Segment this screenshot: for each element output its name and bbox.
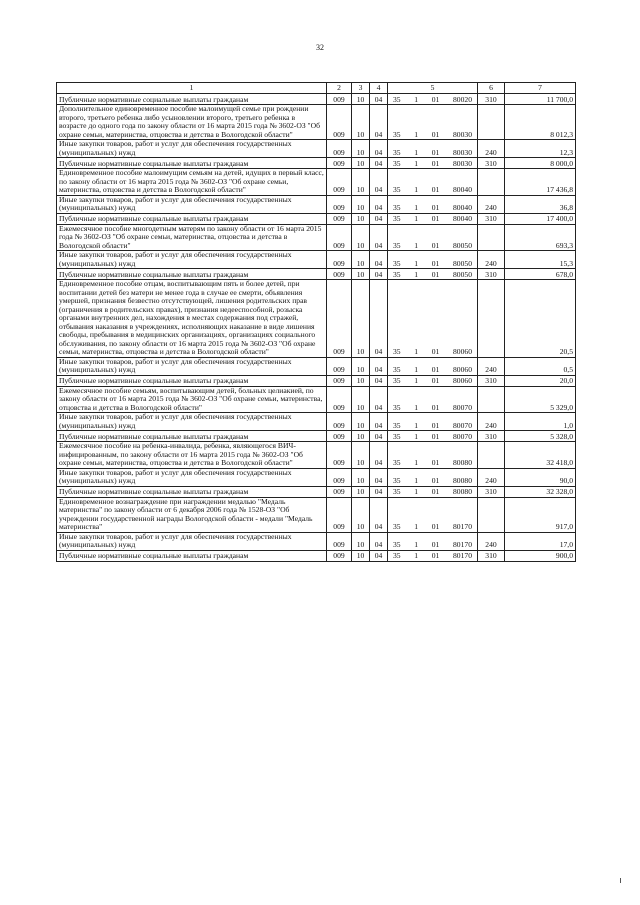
row-pr-code: 04 bbox=[370, 532, 388, 550]
target-event: 01 bbox=[431, 402, 440, 412]
target-direction: 80060 bbox=[453, 365, 472, 374]
row-target-code bbox=[388, 251, 478, 269]
target-subprogram: 1 bbox=[414, 402, 419, 412]
table-row bbox=[57, 158, 576, 169]
target-program: 35 bbox=[393, 487, 401, 496]
target-program: 35 bbox=[393, 551, 401, 560]
table-header bbox=[57, 83, 576, 94]
target-event: 01 bbox=[431, 347, 440, 356]
row-gr-code: 009 bbox=[327, 357, 352, 375]
table-row bbox=[57, 280, 576, 358]
target-program: 35 bbox=[393, 240, 401, 250]
row-target-code bbox=[388, 413, 478, 431]
table-row bbox=[57, 375, 576, 386]
row-name: Ежемесячное пособие семьям, воспитывающим детей, больных целиакией, по закону области от 16 марта 2015 года № 3602-ОЗ "Об охране семьи, материнства, отцовства и детства в Вологодской области" bbox=[57, 386, 327, 413]
table-row bbox=[57, 224, 576, 251]
target-event: 01 bbox=[431, 94, 440, 104]
table-row bbox=[57, 195, 576, 213]
row-amount: 11 700,0 bbox=[505, 94, 576, 105]
target-event: 01 bbox=[431, 158, 440, 168]
target-program: 35 bbox=[393, 129, 401, 139]
table-body bbox=[57, 94, 576, 562]
row-name: Иные закупки товаров, работ и услуг для обеспечения государственных (муниципальных) нужд bbox=[57, 468, 327, 486]
target-subprogram: 1 bbox=[414, 487, 419, 496]
row-target-code bbox=[388, 195, 478, 213]
target-subprogram: 1 bbox=[414, 420, 419, 430]
target-subprogram: 1 bbox=[414, 476, 419, 485]
target-direction: 80170 bbox=[453, 540, 472, 549]
target-program: 35 bbox=[393, 458, 401, 467]
row-rz-code: 10 bbox=[352, 224, 370, 251]
row-name: Публичные нормативные социальные выплаты гражданам bbox=[57, 213, 327, 224]
row-amount: 5 328,0 bbox=[505, 431, 576, 442]
row-pr-code: 04 bbox=[370, 386, 388, 413]
row-gr-code: 009 bbox=[327, 486, 352, 497]
target-program: 35 bbox=[393, 94, 401, 104]
row-gr-code: 009 bbox=[327, 94, 352, 105]
row-name: Иные закупки товаров, работ и услуг для обеспечения государственных (муниципальных) нужд bbox=[57, 413, 327, 431]
row-pr-code: 04 bbox=[370, 375, 388, 386]
row-gr-code: 009 bbox=[327, 280, 352, 358]
target-event: 01 bbox=[431, 269, 440, 279]
target-subprogram: 1 bbox=[414, 522, 419, 531]
row-target-code bbox=[388, 158, 478, 169]
target-subprogram: 1 bbox=[414, 458, 419, 467]
row-amount: 15,3 bbox=[505, 251, 576, 269]
table-row bbox=[57, 413, 576, 431]
row-rz-code: 10 bbox=[352, 386, 370, 413]
target-program: 35 bbox=[393, 158, 401, 168]
row-gr-code: 009 bbox=[327, 532, 352, 550]
target-subprogram: 1 bbox=[414, 347, 419, 356]
row-target-code bbox=[388, 213, 478, 224]
target-direction: 80170 bbox=[453, 551, 472, 560]
row-name: Иные закупки товаров, работ и услуг для обеспечения государственных (муниципальных) нужд bbox=[57, 357, 327, 375]
target-program: 35 bbox=[393, 185, 401, 194]
row-gr-code: 009 bbox=[327, 269, 352, 280]
row-name: Единовременное пособие малоимущим семьям на детей, идущих в первый класс, по закону области от 16 марта 2015 года № 3602-ОЗ "Об охране семьи, материнства, отцовства и детства в Вологодской области" bbox=[57, 169, 327, 196]
target-event: 01 bbox=[431, 551, 440, 560]
row-target-code bbox=[388, 269, 478, 280]
row-pr-code: 04 bbox=[370, 251, 388, 269]
target-direction: 80080 bbox=[453, 476, 472, 485]
target-direction: 80070 bbox=[453, 402, 472, 412]
row-name: Публичные нормативные социальные выплаты гражданам bbox=[57, 269, 327, 280]
target-subprogram: 1 bbox=[414, 214, 419, 223]
header-cell: 6 bbox=[478, 83, 505, 94]
row-vr-code: 310 bbox=[478, 431, 505, 442]
target-event: 01 bbox=[431, 476, 440, 485]
target-program: 35 bbox=[393, 269, 401, 279]
header-cell: 3 bbox=[352, 83, 370, 94]
row-gr-code: 009 bbox=[327, 442, 352, 469]
row-vr-code bbox=[478, 280, 505, 358]
target-subprogram: 1 bbox=[414, 129, 419, 139]
row-rz-code: 10 bbox=[352, 431, 370, 442]
row-gr-code: 009 bbox=[327, 550, 352, 561]
row-target-code bbox=[388, 532, 478, 550]
target-direction: 80040 bbox=[453, 214, 472, 223]
target-direction: 80050 bbox=[453, 258, 472, 268]
row-rz-code: 10 bbox=[352, 550, 370, 561]
row-vr-code bbox=[478, 105, 505, 140]
row-vr-code: 310 bbox=[478, 550, 505, 561]
row-gr-code: 009 bbox=[327, 386, 352, 413]
row-amount: 1,0 bbox=[505, 413, 576, 431]
row-pr-code: 04 bbox=[370, 413, 388, 431]
target-direction: 80170 bbox=[453, 522, 472, 531]
row-amount: 678,0 bbox=[505, 269, 576, 280]
row-amount: 32 418,0 bbox=[505, 442, 576, 469]
target-subprogram: 1 bbox=[414, 185, 419, 194]
target-direction: 80070 bbox=[453, 431, 472, 441]
row-vr-code: 240 bbox=[478, 140, 505, 158]
row-gr-code: 009 bbox=[327, 169, 352, 196]
row-target-code bbox=[388, 224, 478, 251]
row-amount: 32 328,0 bbox=[505, 486, 576, 497]
table-row bbox=[57, 105, 576, 140]
target-subprogram: 1 bbox=[414, 376, 419, 385]
target-subprogram: 1 bbox=[414, 551, 419, 560]
target-event: 01 bbox=[431, 147, 440, 157]
row-gr-code: 009 bbox=[327, 224, 352, 251]
row-gr-code: 009 bbox=[327, 431, 352, 442]
row-amount: 17 400,0 bbox=[505, 213, 576, 224]
target-direction: 80050 bbox=[453, 269, 472, 279]
row-amount: 20,0 bbox=[505, 375, 576, 386]
row-amount: 693,3 bbox=[505, 224, 576, 251]
table-row bbox=[57, 442, 576, 469]
row-name: Публичные нормативные социальные выплаты гражданам bbox=[57, 431, 327, 442]
row-target-code bbox=[388, 140, 478, 158]
row-name: Публичные нормативные социальные выплаты гражданам bbox=[57, 486, 327, 497]
target-subprogram: 1 bbox=[414, 240, 419, 250]
row-rz-code: 10 bbox=[352, 486, 370, 497]
target-direction: 80030 bbox=[453, 158, 472, 168]
row-pr-code: 04 bbox=[370, 486, 388, 497]
target-direction: 80080 bbox=[453, 487, 472, 496]
row-vr-code: 240 bbox=[478, 357, 505, 375]
row-rz-code: 10 bbox=[352, 532, 370, 550]
row-amount: 17,0 bbox=[505, 532, 576, 550]
row-rz-code: 10 bbox=[352, 468, 370, 486]
row-name: Иные закупки товаров, работ и услуг для обеспечения государственных (муниципальных) нужд bbox=[57, 195, 327, 213]
row-vr-code: 310 bbox=[478, 486, 505, 497]
row-amount: 20,5 bbox=[505, 280, 576, 358]
target-event: 01 bbox=[431, 487, 440, 496]
target-event: 01 bbox=[431, 185, 440, 194]
row-vr-code bbox=[478, 224, 505, 251]
row-rz-code: 10 bbox=[352, 357, 370, 375]
target-direction: 80040 bbox=[453, 203, 472, 212]
row-gr-code: 009 bbox=[327, 140, 352, 158]
row-amount: 917,0 bbox=[505, 497, 576, 532]
target-subprogram: 1 bbox=[414, 431, 419, 441]
page-edge-mark bbox=[620, 878, 621, 883]
table-row bbox=[57, 213, 576, 224]
target-event: 01 bbox=[431, 431, 440, 441]
row-gr-code: 009 bbox=[327, 375, 352, 386]
row-pr-code: 04 bbox=[370, 94, 388, 105]
target-program: 35 bbox=[393, 540, 401, 549]
row-vr-code: 310 bbox=[478, 94, 505, 105]
target-subprogram: 1 bbox=[414, 203, 419, 212]
row-target-code bbox=[388, 386, 478, 413]
row-target-code bbox=[388, 486, 478, 497]
row-target-code bbox=[388, 550, 478, 561]
target-program: 35 bbox=[393, 376, 401, 385]
target-direction: 80050 bbox=[453, 240, 472, 250]
target-direction: 80060 bbox=[453, 376, 472, 385]
row-rz-code: 10 bbox=[352, 375, 370, 386]
row-pr-code: 04 bbox=[370, 269, 388, 280]
row-rz-code: 10 bbox=[352, 158, 370, 169]
target-event: 01 bbox=[431, 240, 440, 250]
table-row bbox=[57, 431, 576, 442]
row-pr-code: 04 bbox=[370, 169, 388, 196]
row-name: Единовременное пособие отцам, воспитывающим пять и более детей, при воспитании детей без матери не менее года в случае ее смерти, объявления умершей, признания безвестно отсутствующей, лишения родительских прав (ограничения в родительских правах), признания недееспособной, розыска органами внутренних дел, нахождения в местах содержания под стражей, отбывания наказания в учреждениях, исполняющих наказание в виде лишения свободы, пребывания в медицинских организациях, организациях социального обслуживания, по закону области от 16 марта 2015 года № 3602-ОЗ "Об охране семьи, материнства, отцовства и детства в Вологодской области" bbox=[57, 280, 327, 358]
table-row bbox=[57, 140, 576, 158]
row-name: Публичные нормативные социальные выплаты гражданам bbox=[57, 94, 327, 105]
target-event: 01 bbox=[431, 258, 440, 268]
target-direction: 80040 bbox=[453, 185, 472, 194]
row-amount: 5 329,0 bbox=[505, 386, 576, 413]
table-row bbox=[57, 169, 576, 196]
row-gr-code: 009 bbox=[327, 105, 352, 140]
target-program: 35 bbox=[393, 365, 401, 374]
row-pr-code: 04 bbox=[370, 105, 388, 140]
row-target-code bbox=[388, 357, 478, 375]
target-direction: 80020 bbox=[453, 94, 472, 104]
target-program: 35 bbox=[393, 347, 401, 356]
target-program: 35 bbox=[393, 147, 401, 157]
table-row bbox=[57, 497, 576, 532]
row-rz-code: 10 bbox=[352, 105, 370, 140]
table-row bbox=[57, 386, 576, 413]
table-row bbox=[57, 94, 576, 105]
table-row bbox=[57, 486, 576, 497]
row-target-code bbox=[388, 94, 478, 105]
target-event: 01 bbox=[431, 365, 440, 374]
row-rz-code: 10 bbox=[352, 140, 370, 158]
row-pr-code: 04 bbox=[370, 224, 388, 251]
row-rz-code: 10 bbox=[352, 442, 370, 469]
row-name: Дополнительное единовременное пособие малоимущей семье при рождении второго, третьего ребенка либо усыновлении второго, третьего ребенка в возрасте до одного года по закону области от 16 марта 2015 года № 3602-ОЗ "Об охране семьи, материнства, отцовства и детства в Вологодской области" bbox=[57, 105, 327, 140]
row-pr-code: 04 bbox=[370, 468, 388, 486]
row-name: Публичные нормативные социальные выплаты гражданам bbox=[57, 158, 327, 169]
row-pr-code: 04 bbox=[370, 550, 388, 561]
target-event: 01 bbox=[431, 458, 440, 467]
row-vr-code bbox=[478, 497, 505, 532]
row-target-code bbox=[388, 169, 478, 196]
table-row bbox=[57, 532, 576, 550]
row-vr-code: 240 bbox=[478, 532, 505, 550]
row-rz-code: 10 bbox=[352, 497, 370, 532]
target-subprogram: 1 bbox=[414, 258, 419, 268]
row-name: Иные закупки товаров, работ и услуг для обеспечения государственных (муниципальных) нужд bbox=[57, 140, 327, 158]
row-gr-code: 009 bbox=[327, 213, 352, 224]
row-amount: 8 000,0 bbox=[505, 158, 576, 169]
target-event: 01 bbox=[431, 376, 440, 385]
row-pr-code: 04 bbox=[370, 431, 388, 442]
target-event: 01 bbox=[431, 203, 440, 212]
row-pr-code: 04 bbox=[370, 280, 388, 358]
target-program: 35 bbox=[393, 420, 401, 430]
row-gr-code: 009 bbox=[327, 251, 352, 269]
target-event: 01 bbox=[431, 214, 440, 223]
target-subprogram: 1 bbox=[414, 540, 419, 549]
table-row bbox=[57, 269, 576, 280]
row-name: Публичные нормативные социальные выплаты гражданам bbox=[57, 375, 327, 386]
target-direction: 80070 bbox=[453, 420, 472, 430]
row-rz-code: 10 bbox=[352, 213, 370, 224]
target-subprogram: 1 bbox=[414, 269, 419, 279]
row-target-code bbox=[388, 497, 478, 532]
row-pr-code: 04 bbox=[370, 195, 388, 213]
target-direction: 80030 bbox=[453, 129, 472, 139]
row-pr-code: 04 bbox=[370, 442, 388, 469]
row-amount: 90,0 bbox=[505, 468, 576, 486]
row-vr-code bbox=[478, 442, 505, 469]
target-event: 01 bbox=[431, 129, 440, 139]
target-event: 01 bbox=[431, 522, 440, 531]
row-pr-code: 04 bbox=[370, 497, 388, 532]
row-amount: 900,0 bbox=[505, 550, 576, 561]
row-name: Иные закупки товаров, работ и услуг для обеспечения государственных (муниципальных) нужд bbox=[57, 251, 327, 269]
row-gr-code: 009 bbox=[327, 468, 352, 486]
target-program: 35 bbox=[393, 476, 401, 485]
row-vr-code: 240 bbox=[478, 195, 505, 213]
row-name: Иные закупки товаров, работ и услуг для обеспечения государственных (муниципальных) нужд bbox=[57, 532, 327, 550]
row-vr-code: 310 bbox=[478, 158, 505, 169]
header-cell: 4 bbox=[370, 83, 388, 94]
table-row bbox=[57, 550, 576, 561]
header-cell: 1 bbox=[57, 83, 327, 94]
row-vr-code bbox=[478, 386, 505, 413]
row-vr-code: 310 bbox=[478, 375, 505, 386]
row-target-code bbox=[388, 280, 478, 358]
row-rz-code: 10 bbox=[352, 280, 370, 358]
row-pr-code: 04 bbox=[370, 140, 388, 158]
target-program: 35 bbox=[393, 258, 401, 268]
row-amount: 8 012,3 bbox=[505, 105, 576, 140]
header-cell: 5 bbox=[388, 83, 478, 94]
target-subprogram: 1 bbox=[414, 158, 419, 168]
target-program: 35 bbox=[393, 203, 401, 212]
row-gr-code: 009 bbox=[327, 413, 352, 431]
row-target-code bbox=[388, 431, 478, 442]
row-rz-code: 10 bbox=[352, 269, 370, 280]
target-subprogram: 1 bbox=[414, 365, 419, 374]
target-direction: 80030 bbox=[453, 147, 472, 157]
row-rz-code: 10 bbox=[352, 169, 370, 196]
row-pr-code: 04 bbox=[370, 213, 388, 224]
target-event: 01 bbox=[431, 420, 440, 430]
row-amount: 12,3 bbox=[505, 140, 576, 158]
row-name: Ежемесячное пособие на ребенка-инвалида, ребенка, являющегося ВИЧ-инфицированным, по закону области от 16 марта 2015 года № 3602-ОЗ "Об охране семьи, материнства, отцовства и детства в Вологодской области" bbox=[57, 442, 327, 469]
target-direction: 80080 bbox=[453, 458, 472, 467]
target-program: 35 bbox=[393, 522, 401, 531]
target-event: 01 bbox=[431, 540, 440, 549]
row-vr-code: 240 bbox=[478, 468, 505, 486]
row-vr-code: 240 bbox=[478, 251, 505, 269]
row-name: Единовременное вознаграждение при награждении медалью "Медаль материнства" по закону области от 6 декабря 2006 года № 1528-ОЗ "Об учреждении государственной награды Вологодской области - медали "Медаль материнства" bbox=[57, 497, 327, 532]
row-rz-code: 10 bbox=[352, 413, 370, 431]
row-vr-code bbox=[478, 169, 505, 196]
target-program: 35 bbox=[393, 431, 401, 441]
row-vr-code: 310 bbox=[478, 269, 505, 280]
target-subprogram: 1 bbox=[414, 94, 419, 104]
row-rz-code: 10 bbox=[352, 195, 370, 213]
row-name: Публичные нормативные социальные выплаты гражданам bbox=[57, 550, 327, 561]
row-amount: 36,8 bbox=[505, 195, 576, 213]
row-pr-code: 04 bbox=[370, 357, 388, 375]
row-name: Ежемесячное пособие многодетным матерям по закону области от 16 марта 2015 года № 3602-ОЗ "Об охране семьи, материнства, отцовства и детства в Вологодской области" bbox=[57, 224, 327, 251]
row-amount: 17 436,8 bbox=[505, 169, 576, 196]
target-program: 35 bbox=[393, 402, 401, 412]
header-cell: 7 bbox=[505, 83, 576, 94]
row-target-code bbox=[388, 468, 478, 486]
target-direction: 80060 bbox=[453, 347, 472, 356]
row-target-code bbox=[388, 375, 478, 386]
table-row bbox=[57, 251, 576, 269]
budget-table bbox=[56, 82, 576, 562]
row-gr-code: 009 bbox=[327, 195, 352, 213]
row-vr-code: 310 bbox=[478, 213, 505, 224]
row-vr-code: 240 bbox=[478, 413, 505, 431]
row-gr-code: 009 bbox=[327, 158, 352, 169]
row-amount: 0,5 bbox=[505, 357, 576, 375]
page-number: 32 bbox=[316, 43, 324, 52]
row-gr-code: 009 bbox=[327, 497, 352, 532]
target-program: 35 bbox=[393, 214, 401, 223]
row-pr-code: 04 bbox=[370, 158, 388, 169]
table-row bbox=[57, 357, 576, 375]
row-target-code bbox=[388, 105, 478, 140]
header-cell: 2 bbox=[327, 83, 352, 94]
row-rz-code: 10 bbox=[352, 94, 370, 105]
row-rz-code: 10 bbox=[352, 251, 370, 269]
target-subprogram: 1 bbox=[414, 147, 419, 157]
row-target-code bbox=[388, 442, 478, 469]
table-row bbox=[57, 468, 576, 486]
